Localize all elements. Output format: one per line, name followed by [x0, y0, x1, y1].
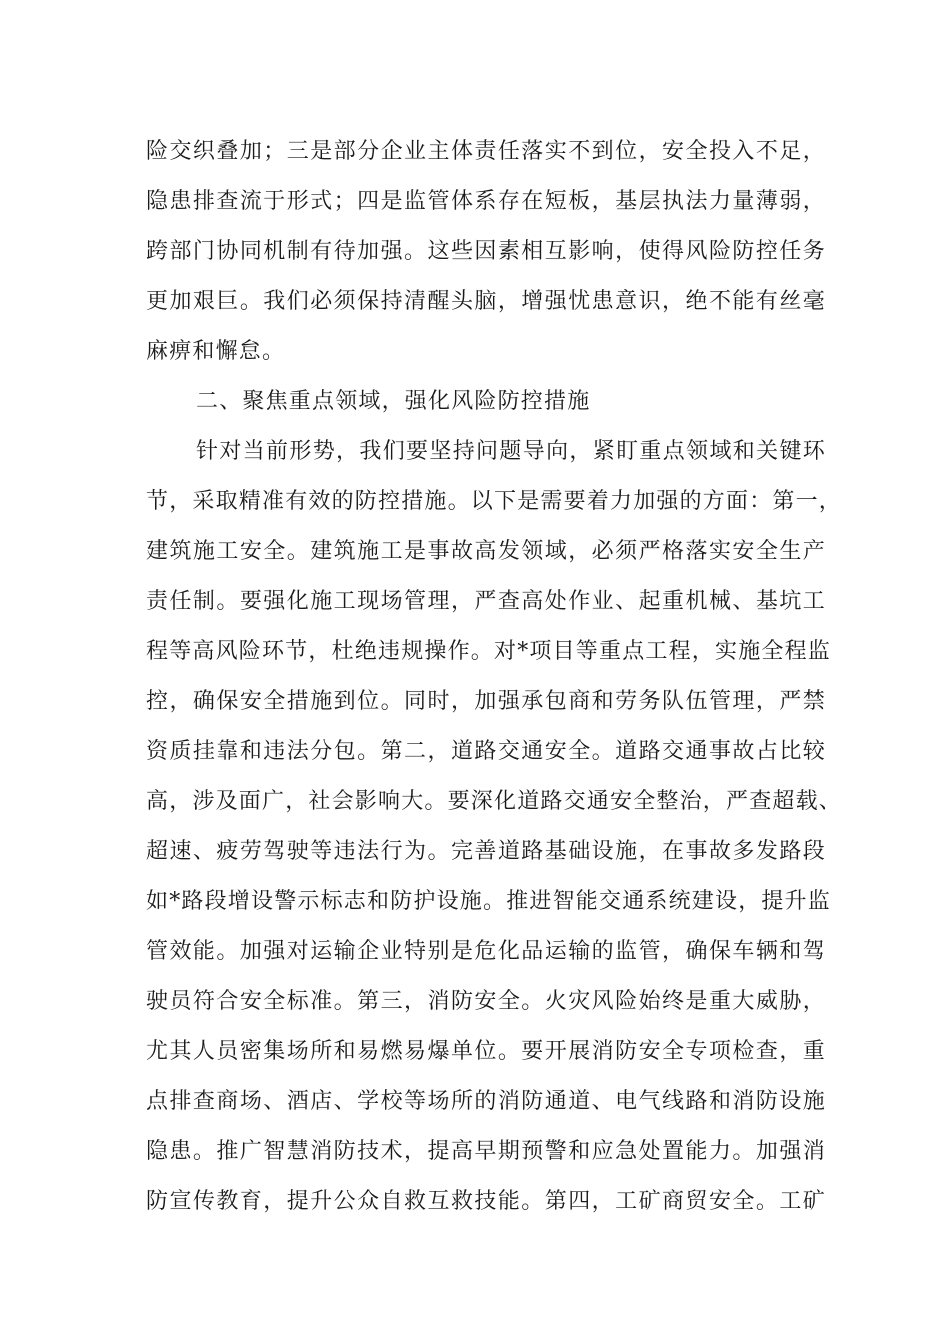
- body-text-line: 程等高风险环节，杜绝违规操作。对*项目等重点工程，实施全程监: [146, 639, 832, 664]
- body-text-line: 建筑施工安全。建筑施工是事故高发领域，必须严格落实安全生产: [146, 539, 826, 564]
- body-text-line: 尤其人员密集场所和易燃易爆单位。要开展消防安全专项检查，重: [146, 1039, 826, 1064]
- body-text-line: 如*路段增设警示标志和防护设施。推进智能交通系统建设，提升监: [146, 889, 832, 914]
- body-text-line: 跨部门协同机制有待加强。这些因素相互影响，使得风险防控任务: [146, 239, 826, 264]
- body-text-line: 管效能。加强对运输企业特别是危化品运输的监管，确保车辆和驾: [146, 939, 826, 964]
- body-text-line: 隐患排查流于形式；四是监管体系存在短板，基层执法力量薄弱，: [146, 189, 826, 214]
- body-text-line: 麻痹和懈怠。: [146, 339, 286, 364]
- section-heading: 二、聚焦重点领域，强化风险防控措施: [196, 389, 591, 414]
- body-text-line: 防宣传教育，提升公众自救互救技能。第四，工矿商贸安全。工矿: [146, 1189, 826, 1214]
- body-text-line: 险交织叠加；三是部分企业主体责任落实不到位，安全投入不足，: [146, 139, 826, 164]
- body-text-line: 针对当前形势，我们要坚持问题导向，紧盯重点领域和关键环: [196, 439, 826, 464]
- body-text-line: 隐患。推广智慧消防技术，提高早期预警和应急处置能力。加强消: [146, 1139, 826, 1164]
- body-text-line: 点排查商场、酒店、学校等场所的消防通道、电气线路和消防设施: [146, 1089, 826, 1114]
- body-text-line: 超速、疲劳驾驶等违法行为。完善道路基础设施，在事故多发路段: [146, 839, 826, 864]
- body-text-line: 责任制。要强化施工现场管理，严查高处作业、起重机械、基坑工: [146, 589, 826, 614]
- body-text-line: 高，涉及面广，社会影响大。要深化道路交通安全整治，严查超载、: [146, 789, 843, 814]
- body-text-line: 节，采取精准有效的防控措施。以下是需要着力加强的方面：第一，: [146, 489, 843, 514]
- body-text-line: 资质挂靠和违法分包。第二，道路交通安全。道路交通事故占比较: [146, 739, 826, 764]
- body-text-line: 更加艰巨。我们必须保持清醒头脑，增强忧患意识，绝不能有丝毫: [146, 289, 826, 314]
- body-text-line: 驶员符合安全标准。第三，消防安全。火灾风险始终是重大威胁，: [146, 989, 826, 1014]
- body-text-line: 控，确保安全措施到位。同时，加强承包商和劳务队伍管理，严禁: [146, 689, 826, 714]
